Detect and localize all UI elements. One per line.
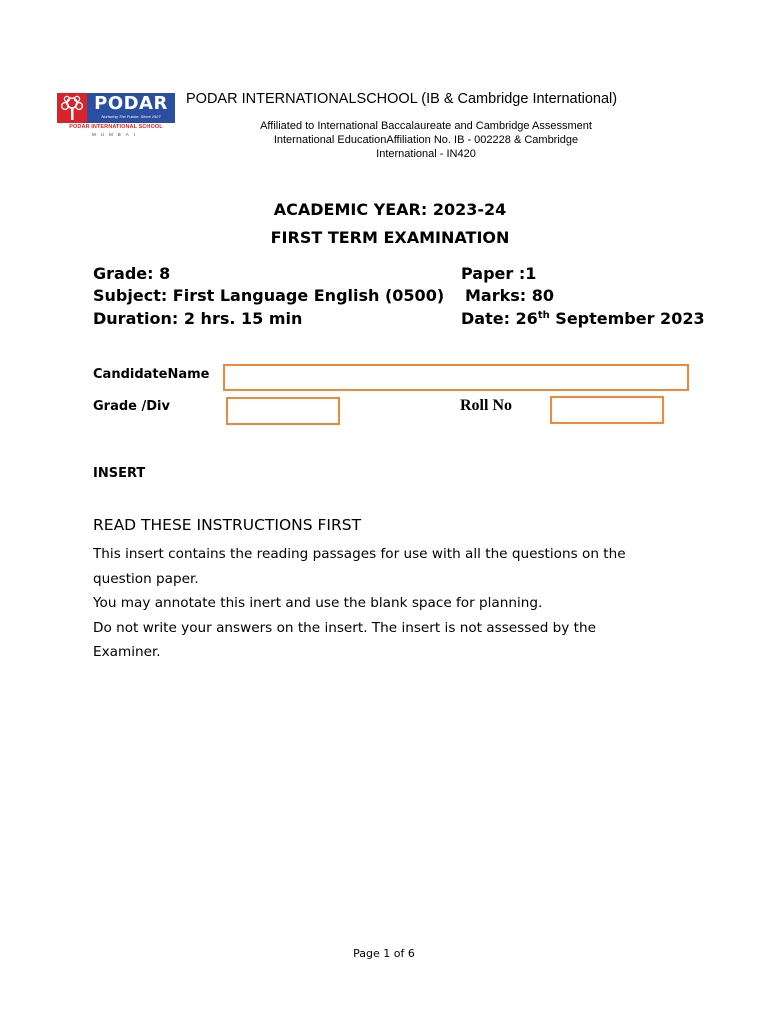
school-name: PODAR INTERNATIONALSCHOOL (IB & Cambridge International) — [186, 91, 618, 107]
exam-date — [461, 309, 705, 328]
affiliation-text — [248, 119, 604, 161]
candidate-name-label: CandidateName — [93, 367, 210, 382]
page-number: Page 1 of 6 — [353, 947, 415, 960]
tree-icon — [60, 95, 84, 121]
affiliation-line-3: International - IN420 — [376, 148, 476, 160]
insert-label: INSERT — [93, 466, 146, 481]
affiliation-line-2: International EducationAffiliation No. IB - 002228 & Cambridge — [273, 134, 579, 146]
roll-no-label: Roll No — [460, 397, 512, 414]
subject: Subject: First Language English (0500) — [93, 286, 445, 305]
affiliation-line-1: Affiliated to International Baccalaureate and Cambridge Assessment — [260, 120, 592, 132]
school-logo — [57, 93, 175, 140]
instruction-paragraph-1: This insert contains the reading passages for use with all the questions on the question paper. — [93, 546, 626, 587]
instructions-body — [93, 542, 653, 665]
exam-date-ordinal: th — [537, 310, 550, 321]
instructions-title: READ THESE INSTRUCTIONS FIRST — [93, 516, 362, 534]
grade-div-label: Grade /Div — [93, 399, 170, 414]
logo-brand-text: PODAR — [94, 93, 168, 114]
exam-term: FIRST TERM EXAMINATION — [270, 228, 510, 247]
duration: Duration: 2 hrs. 15 min — [93, 309, 303, 328]
logo-city: MUMBAI — [92, 132, 140, 137]
academic-year: ACADEMIC YEAR: 2023-24 — [273, 200, 507, 219]
paper: Paper :1 — [461, 264, 537, 283]
exam-date-suffix: September 2023 — [549, 309, 705, 328]
roll-no-field[interactable] — [550, 396, 664, 424]
candidate-name-field[interactable] — [223, 364, 689, 391]
grade: Grade: 8 — [93, 264, 171, 283]
logo-tagline: Nurturing The Future, Since 1927 — [101, 114, 161, 119]
logo-school-name: PODAR INTERNATIONAL SCHOOL — [69, 124, 163, 130]
instruction-paragraph-3: Do not write your answers on the insert. The insert is not assessed by the Examiner. — [93, 619, 596, 661]
grade-div-field[interactable] — [226, 397, 340, 425]
exam-date-prefix: Date: 26 — [461, 309, 538, 328]
instruction-paragraph-2: You may annotate this inert and use the blank space for planning. — [93, 595, 543, 612]
marks: Marks: 80 — [465, 286, 555, 305]
